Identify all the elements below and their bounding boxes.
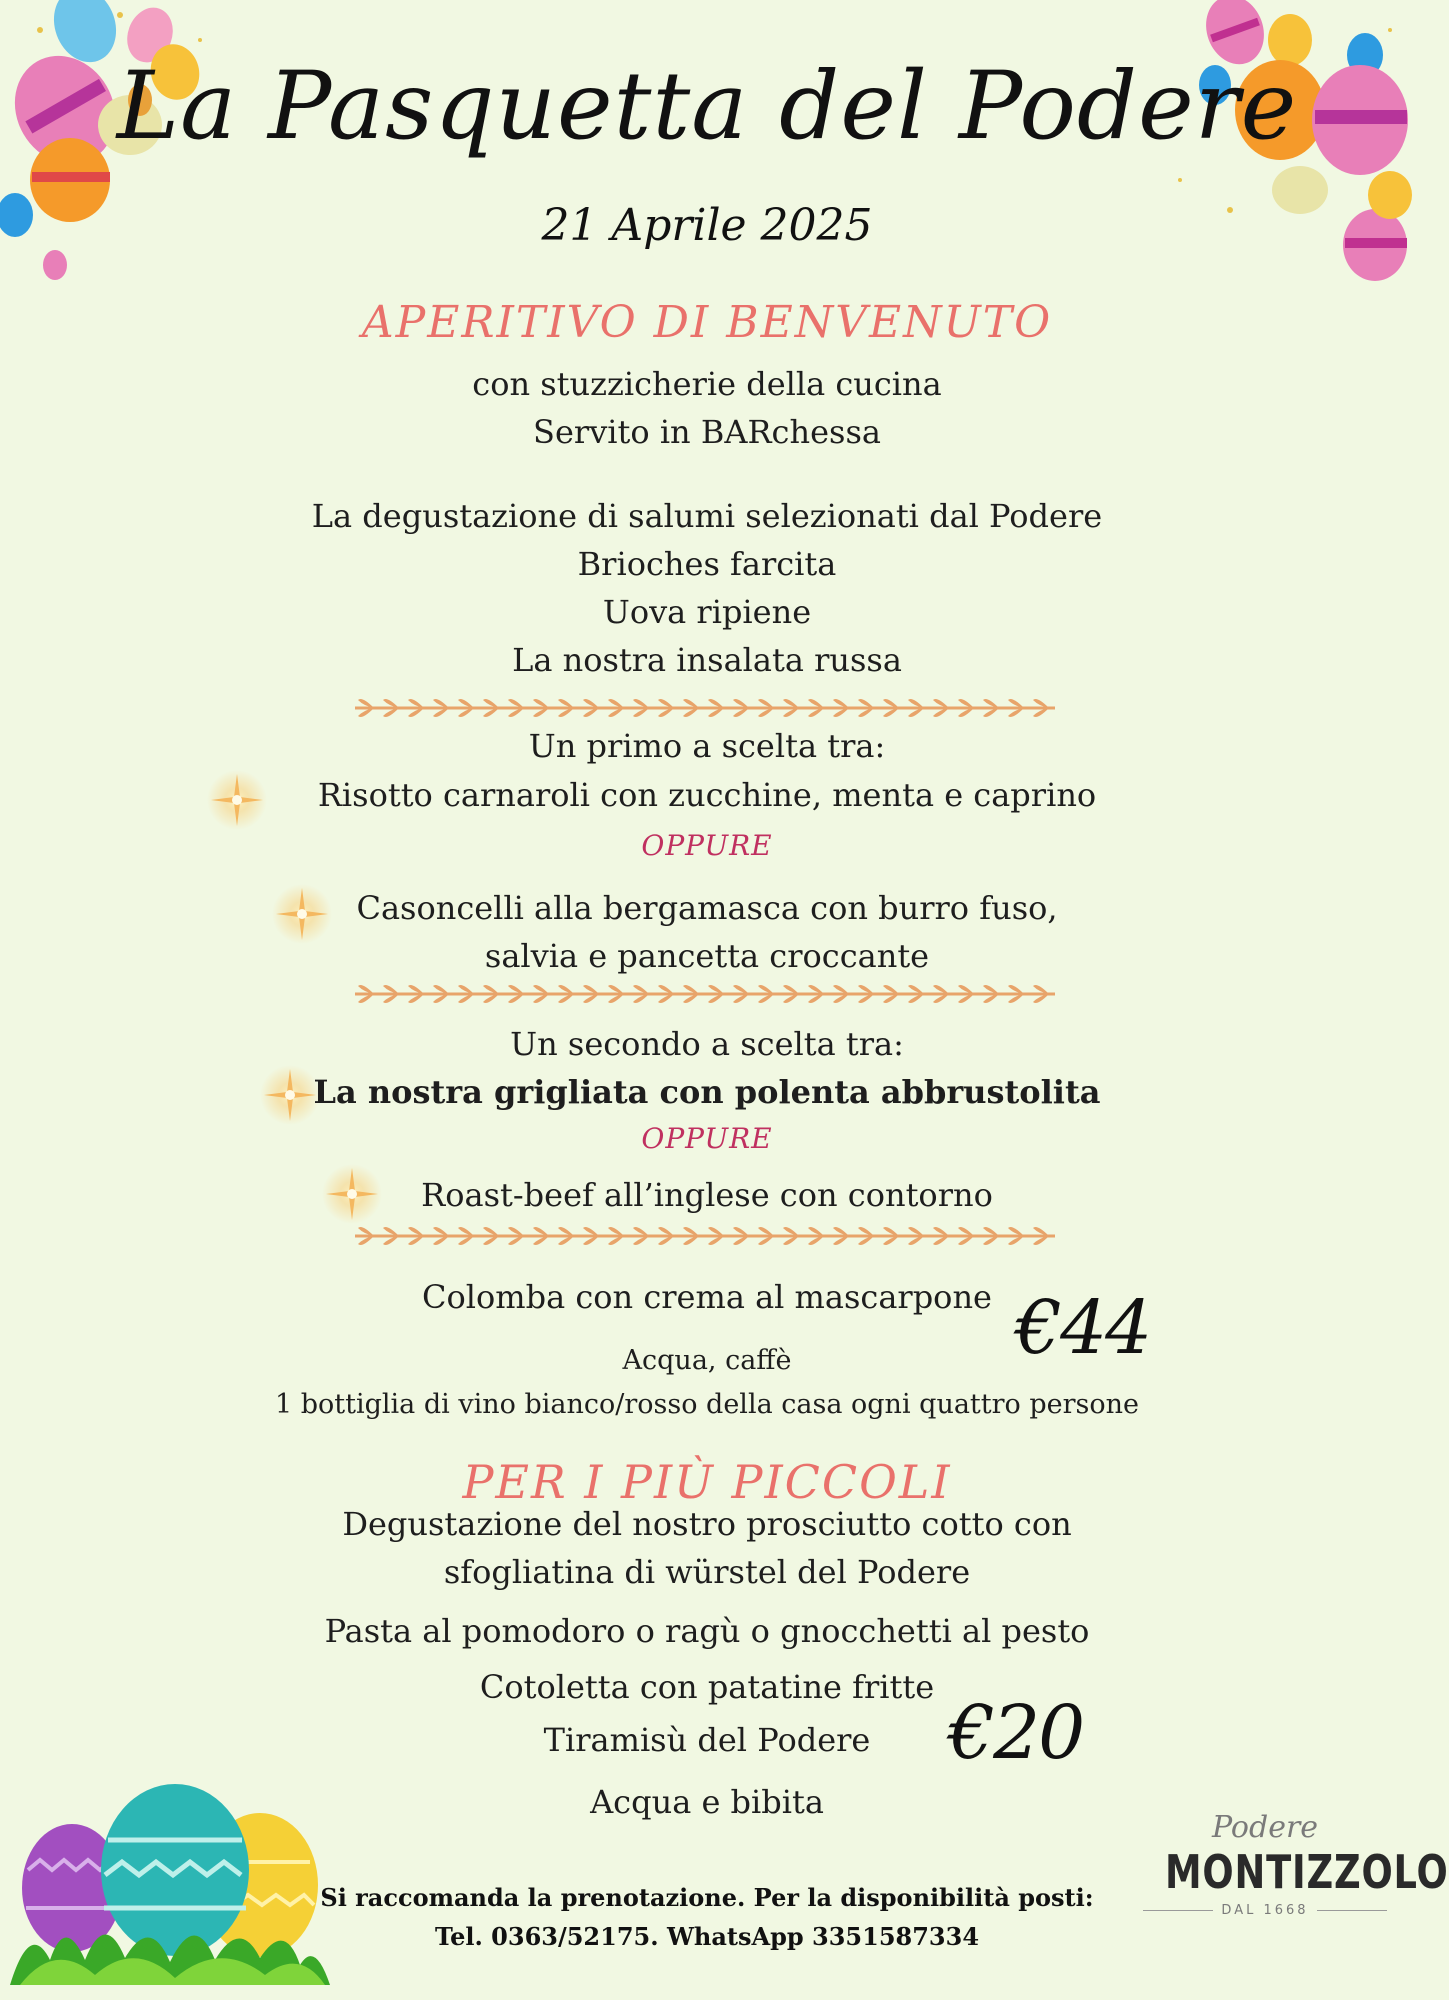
wine-line: 1 bottiglia di vino bianco/rosso della casa ogni quattro persone <box>274 1389 1140 1420</box>
section-heading-aperitivo: APERITIVO DI BENVENUTO <box>361 297 1053 348</box>
laurel-divider <box>350 980 1060 1008</box>
laurel-divider <box>350 694 1060 722</box>
kids-item: Tiramisù del Podere <box>543 1721 871 1759</box>
dessert-item: Colomba con crema al mascarpone <box>422 1278 992 1316</box>
primi-intro: Un primo a scelta tra: <box>528 727 886 765</box>
kids-item: Acqua e bibita <box>590 1783 824 1821</box>
antipasto-item: Uova ripiene <box>602 593 812 631</box>
laurel-divider <box>350 1222 1060 1250</box>
antipasto-item: La degustazione di salumi selezionati dal Podere <box>311 497 1103 535</box>
kids-item: sfogliatina di würstel del Podere <box>443 1553 971 1591</box>
logo-name: MONTIZZOLO <box>1165 1845 1449 1899</box>
kids-price: €20 <box>948 1690 1084 1776</box>
kids-item: Pasta al pomodoro o ragù o gnocchetti al pesto <box>324 1612 1090 1650</box>
drinks-line: Acqua, caffè <box>622 1345 792 1376</box>
logo-since: DAL 1668 <box>1221 1903 1309 1918</box>
primi-option-2-line-2: salvia e pancetta croccante <box>484 937 930 975</box>
antipasto-item: La nostra insalata russa <box>512 641 902 679</box>
primi-option-1: Risotto carnaroli con zucchine, menta e caprino <box>317 776 1097 814</box>
oppure-separator: OPPURE <box>641 1122 773 1155</box>
adult-price: €44 <box>1015 1285 1151 1371</box>
logo-sub: Podere <box>1211 1810 1319 1845</box>
reservation-note: Si raccomanda la prenotazione. Per la disponibilità posti: <box>320 1883 1094 1912</box>
primi-option-2-line-1: Casoncelli alla bergamasca con burro fuso, <box>356 889 1058 927</box>
secondi-intro: Un secondo a scelta tra: <box>510 1025 904 1063</box>
contact-info: Tel. 0363/52175. WhatsApp 3351587334 <box>434 1922 980 1951</box>
aperitivo-line: Servito in BARchessa <box>533 413 881 451</box>
event-date: 21 Aprile 2025 <box>541 200 873 251</box>
podere-montizzolo-logo <box>1140 1810 1449 1918</box>
secondi-option-1: La nostra grigliata con polenta abbrustolita <box>313 1073 1101 1111</box>
aperitivo-line: con stuzzicherie della cucina <box>472 365 942 403</box>
section-heading-kids: PER I PIÙ PICCOLI <box>462 1455 952 1509</box>
kids-item: Cotoletta con patatine fritte <box>479 1668 935 1706</box>
kids-item: Degustazione del nostro prosciutto cotto con <box>342 1505 1072 1543</box>
page-title: La Pasquetta del Podere <box>116 52 1298 161</box>
antipasto-item: Brioches farcita <box>577 545 837 583</box>
secondi-option-2: Roast-beef all’inglese con contorno <box>421 1176 993 1214</box>
oppure-separator: OPPURE <box>641 829 773 862</box>
